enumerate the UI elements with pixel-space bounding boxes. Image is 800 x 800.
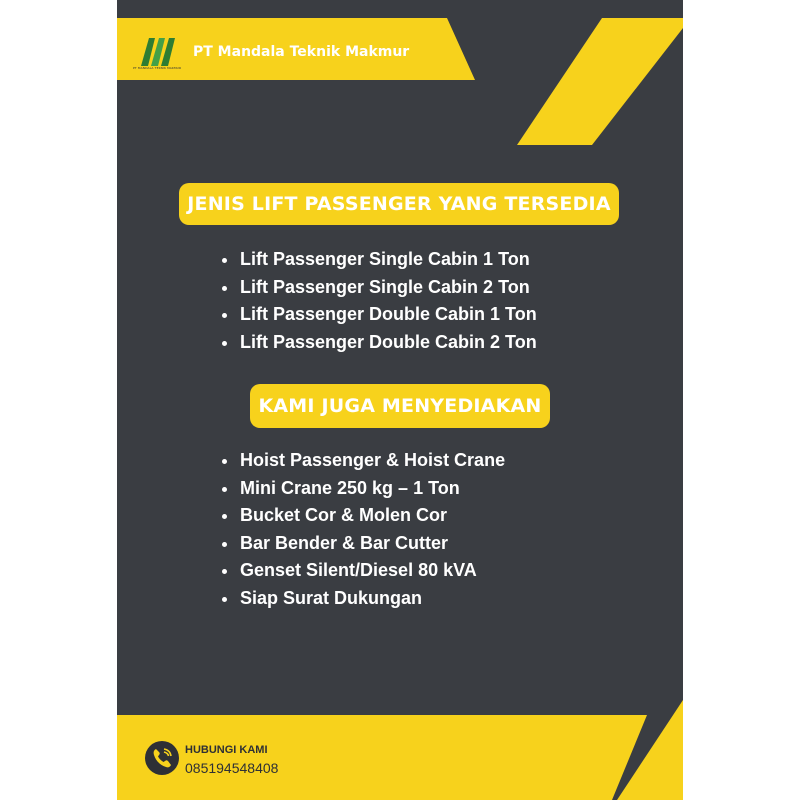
services-section-heading: KAMI JUGA MENYEDIAKAN [250,384,550,428]
list-item: Lift Passenger Double Cabin 2 Ton [218,329,537,357]
list-item: Bucket Cor & Molen Cor [218,502,505,530]
list-item: Bar Bender & Bar Cutter [218,530,505,558]
list-item: Lift Passenger Single Cabin 2 Ton [218,274,537,302]
mandala-logo-icon [139,36,177,68]
flyer-poster [117,0,683,800]
list-item: Genset Silent/Diesel 80 kVA [218,557,505,585]
phone-icon [144,740,180,776]
contact-phone-number: 085194548408 [185,760,279,776]
contact-label: HUBUNGI KAMI [185,744,268,756]
list-item: Siap Surat Dukungan [218,585,505,613]
top-right-stripe [517,18,683,145]
bottom-left-stripe [117,715,647,800]
list-item: Hoist Passenger & Hoist Crane [218,447,505,475]
logo-subtext: PT MANDALA TEKNIK MAKMUR [133,66,182,70]
list-item: Mini Crane 250 kg – 1 Ton [218,475,505,503]
company-name: PT Mandala Teknik Makmur [193,44,410,60]
services-list [218,447,505,612]
list-item: Lift Passenger Double Cabin 1 Ton [218,301,537,329]
lift-list [218,246,537,356]
list-item: Lift Passenger Single Cabin 1 Ton [218,246,537,274]
lift-section-heading: JENIS LIFT PASSENGER YANG TERSEDIA [179,183,619,225]
